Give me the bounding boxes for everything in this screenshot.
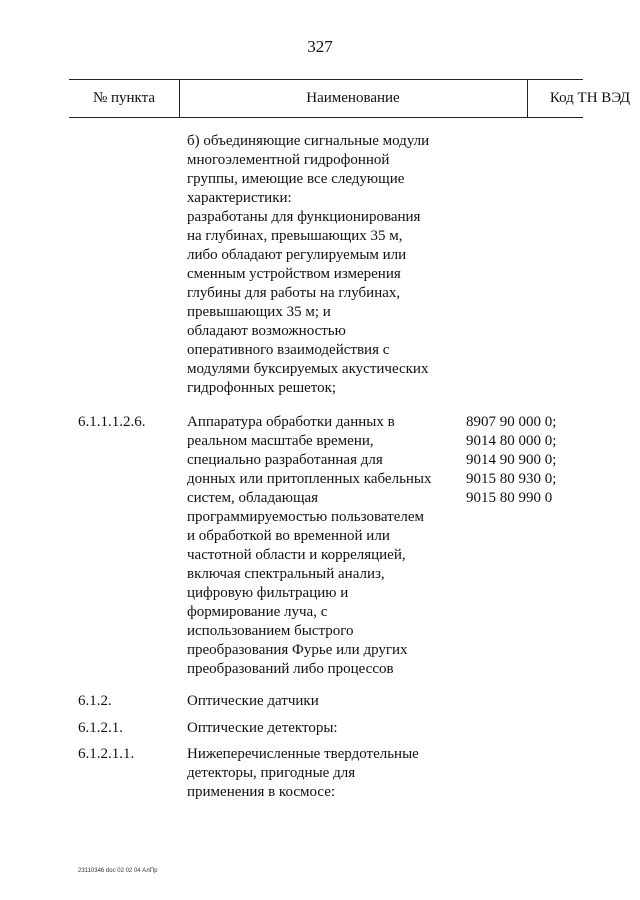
name-line: Аппаратура обработки данных в [187,414,395,430]
table-row [187,413,462,679]
name-line: многоэлементной гидрофонной [187,152,390,168]
item-number: 6.1.2.1. [78,720,123,736]
item-number: 6.1.2. [78,693,112,709]
name-line: обладают возможностью [187,323,346,339]
name-line: использованием быстрого [187,623,354,639]
name-line: характеристики: [187,190,292,206]
tnved-code: 9015 80 930 0; [466,471,557,487]
name-line: реальном масштабе времени, [187,433,374,449]
table-row [187,692,462,711]
name-line: Оптические детекторы: [187,720,338,736]
name-line: превышающих 35 м; и [187,304,331,320]
table-row [187,719,462,738]
name-line: разработаны для функционирования [187,209,421,225]
table-header [69,79,631,118]
name-line: гидрофонных решеток; [187,380,337,396]
name-line: преобразований либо процессов [187,661,394,677]
name-line: формирование луча, с [187,604,328,620]
name-line: программируемостью пользователем [187,509,424,525]
name-line: сменным устройством измерения [187,266,401,282]
tnved-code: 8907 90 000 0; [466,414,557,430]
name-line: донных или притопленных кабельных [187,471,432,487]
table-row [187,745,462,802]
page-number: 327 [307,37,333,56]
name-line: и обработкой во временной или [187,528,390,544]
item-number: 6.1.2.1.1. [78,746,135,762]
header-col-code: Код ТН ВЭД [549,90,631,106]
header-col-number: № пункта [92,90,156,106]
header-col-name: Наименование [306,90,400,106]
name-line: б) объединяющие сигнальные модули [187,133,430,149]
name-line: детекторы, пригодные для [187,765,356,781]
name-line: включая спектральный анализ, [187,566,385,582]
name-line: глубины для работы на глубинах, [187,285,401,301]
name-line: специально разработанная для [187,452,383,468]
name-line: систем, обладающая [187,490,319,506]
name-line: оперативного взаимодействия с [187,342,390,358]
tnved-code: 9015 80 990 0 [466,490,553,506]
tnved-code: 9014 80 000 0; [466,433,557,449]
tnved-code: 9014 90 900 0; [466,452,557,468]
document-footer: 23110346 doc 02 02 04 АлПр [78,868,158,874]
name-line: модулями буксируемых акустических [187,361,429,377]
tnved-codes [466,413,586,508]
name-line: частотной области и корреляцией, [187,547,406,563]
item-number: 6.1.1.1.2.6. [78,414,146,430]
name-line: преобразования Фурье или других [187,642,408,658]
name-line: цифровую фильтрацию и [187,585,349,601]
name-line: применения в космосе: [187,784,336,800]
name-line: Нижеперечисленные твердотельные [187,746,419,762]
name-line: группы, имеющие все следующие [187,171,405,187]
table-row [187,132,462,398]
name-line: Оптические датчики [187,693,319,709]
name-line: либо обладают регулируемым или [187,247,407,263]
name-line: на глубинах, превышающих 35 м, [187,228,403,244]
